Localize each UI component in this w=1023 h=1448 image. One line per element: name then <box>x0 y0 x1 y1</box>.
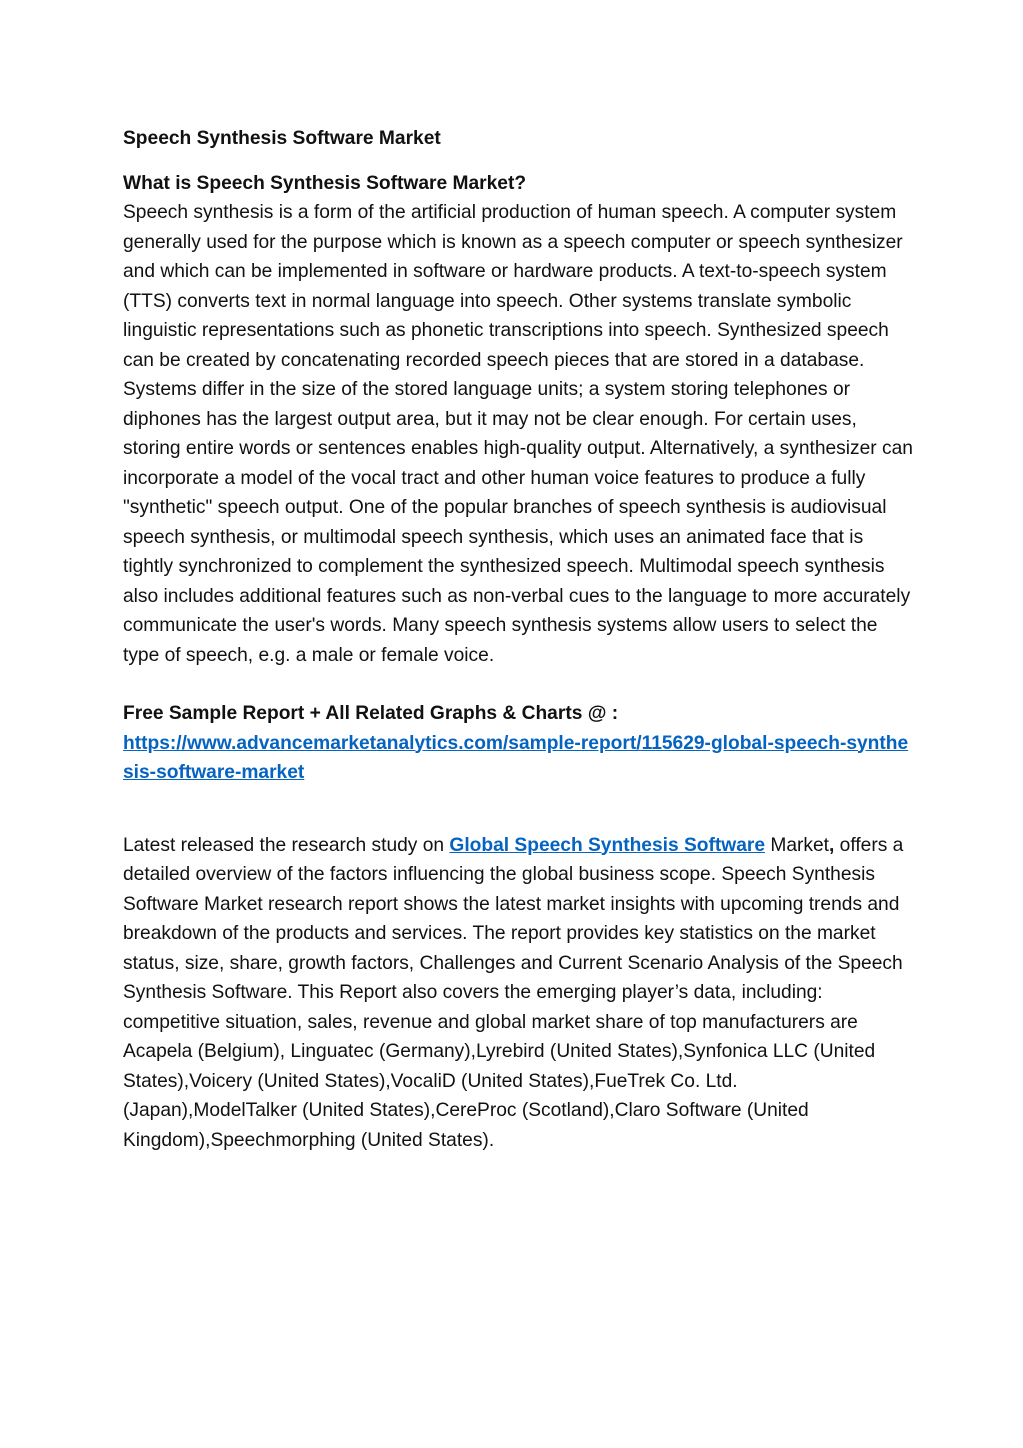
study-paragraph <box>123 831 913 1156</box>
global-speech-synthesis-link[interactable]: Global Speech Synthesis Software <box>449 834 766 856</box>
document-page <box>123 124 913 1155</box>
study-after-link: Market <box>765 834 829 856</box>
study-comma: , <box>829 834 835 856</box>
study-rest: offers a detailed overview of the factors influencing the global business scope. Speech Synthesis Software Market research report shows the latest market insights with upcoming trends and breakdown of the products and services. The report provides key statistics on the market status, size, share, growth factors, Challenges and Current Scenario Analysis of the Speech Synthesis Software. This Report also covers the emerging player’s data, including: competitive situation, sales, revenue and global market share of top manufacturers are Acapela (Belgium), Linguatec (Germany),Lyrebird (United States),Synfonica LLC (United States),Voicery (United States),VocaliD (United States),FueTrek Co. Ltd. (Japan),ModelTalker (United States),CereProc (Scotland),Claro Software (United Kingdom),Speechmorphing (United States). <box>123 834 904 1151</box>
spacer <box>123 788 913 831</box>
spacer <box>123 670 913 699</box>
intro-paragraph: Speech synthesis is a form of the artificial production of human speech. A computer system generally used for the purpose which is known as a speech computer or speech synthesizer and which can be implemented in software or hardware products. A text-to-speech system (TTS) converts text in normal language into speech. Other systems translate symbolic linguistic representations such as phonetic transcriptions into speech. Synthesized speech can be created by concatenating recorded speech pieces that are stored in a database. Systems differ in the size of the stored language units; a system storing telephones or diphones has the largest output area, but it may not be clear enough. For certain uses, storing entire words or sentences enables high-quality output. Alternatively, a synthesizer can incorporate a model of the vocal tract and other human voice features to produce a fully "synthetic" speech output. One of the popular branches of speech synthesis is audiovisual speech synthesis, or multimodal speech synthesis, which uses an animated face that is tightly synchronized to complement the synthesized speech. Multimodal speech synthesis also includes additional features such as non-verbal cues to the language to more accurately communicate the user's words. Many speech synthesis systems allow users to select the type of speech, e.g. a male or female voice. <box>123 202 913 666</box>
sample-report-label: Free Sample Report + All Related Graphs & Charts @ : <box>123 703 619 724</box>
section-heading: What is Speech Synthesis Software Market? <box>123 172 527 194</box>
study-prefix: Latest released the research study on <box>123 834 450 856</box>
document-title: Speech Synthesis Software Market <box>123 128 441 149</box>
sample-report-link[interactable]: https://www.advancemarketanalytics.com/sample-report/115629-global-speech-synthesis-software-market <box>123 732 909 783</box>
